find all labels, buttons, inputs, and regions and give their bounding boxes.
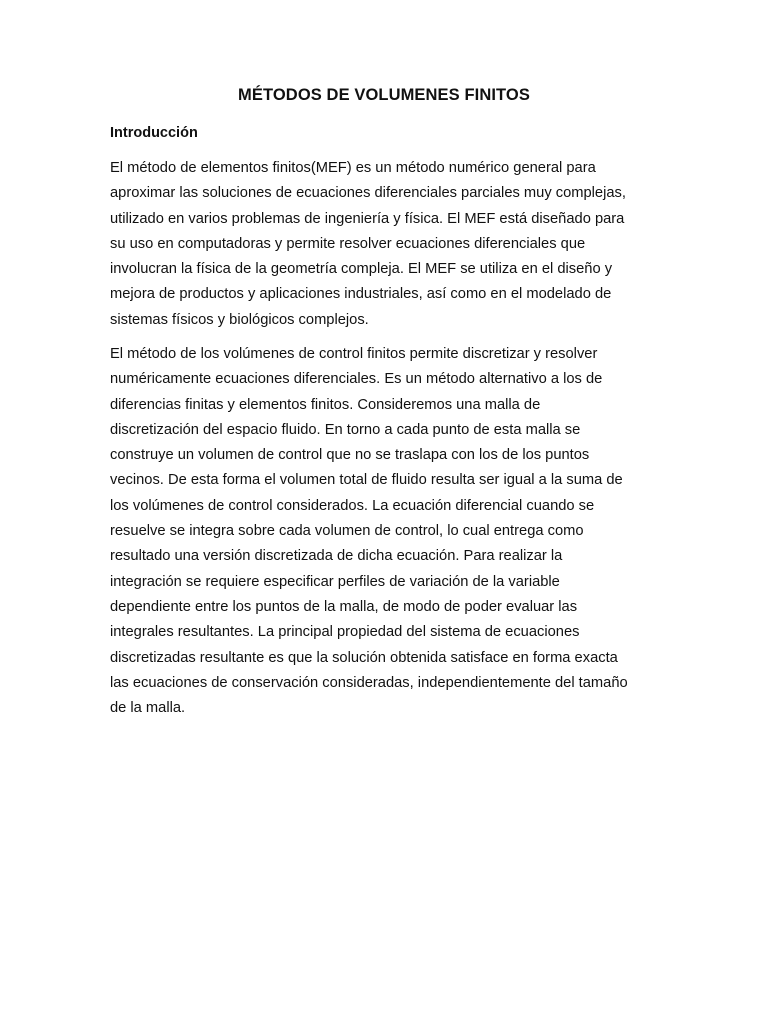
paragraph-line: integración se requiere especificar perfiles de variación de la variable — [110, 573, 560, 590]
paragraph-line: discretizadas resultante es que la solución obtenida satisface en forma exacta — [110, 649, 618, 666]
paragraph-line: dependiente entre los puntos de la malla, de modo de poder evaluar las — [110, 598, 578, 615]
paragraph-line: numéricamente ecuaciones diferenciales. Es un método alternativo a los de — [110, 371, 603, 388]
paragraph-line: construye un volumen de control que no se traslapa con los de los puntos — [110, 447, 590, 464]
paragraph-line: los volúmenes de control considerados. La ecuación diferencial cuando se — [110, 497, 595, 514]
paragraph-line: diferencias finitas y elementos finitos. Consideremos una malla de — [110, 396, 541, 413]
paragraph-line: aproximar las soluciones de ecuaciones diferenciales parciales muy complejas, — [110, 185, 626, 202]
paragraph-line: mejora de productos y aplicaciones industriales, así como en el modelado de — [110, 286, 612, 303]
paragraph-line: El método de los volúmenes de control finitos permite discretizar y resolver — [110, 346, 598, 362]
paragraph-volumenes-finitos — [110, 342, 670, 721]
paragraph-line: utilizado en varios problemas de ingeniería y física. El MEF está diseñado para — [110, 210, 625, 227]
paragraph-line: El método de elementos finitos(MEF) es un método numérico general para — [110, 160, 596, 176]
paragraph-line: discretización del espacio fluido. En torno a cada punto de esta malla se — [110, 421, 581, 438]
document-title: MÉTODOS DE VOLUMENES FINITOS — [238, 86, 530, 104]
paragraph-mef — [110, 156, 670, 333]
section-heading-introduccion: Introducción — [110, 125, 198, 141]
paragraph-line: resultado una versión discretizada de dicha ecuación. Para realizar la — [110, 548, 563, 565]
paragraph-line: vecinos. De esta forma el volumen total de fluido resulta ser igual a la suma de — [110, 472, 623, 489]
paragraph-line: de la malla. — [110, 700, 186, 717]
paragraph-line: involucran la física de la geometría compleja. El MEF se utiliza en el diseño y — [110, 261, 613, 278]
paragraph-line: su uso en computadoras y permite resolver ecuaciones diferenciales que — [110, 235, 586, 252]
paragraph-line: integrales resultantes. La principal propiedad del sistema de ecuaciones — [110, 624, 580, 641]
paragraph-line: las ecuaciones de conservación consideradas, independientemente del tamaño — [110, 674, 628, 691]
paragraph-line: sistemas físicos y biológicos complejos. — [110, 311, 369, 328]
paragraph-line: resuelve se integra sobre cada volumen de control, lo cual entrega como — [110, 523, 584, 540]
